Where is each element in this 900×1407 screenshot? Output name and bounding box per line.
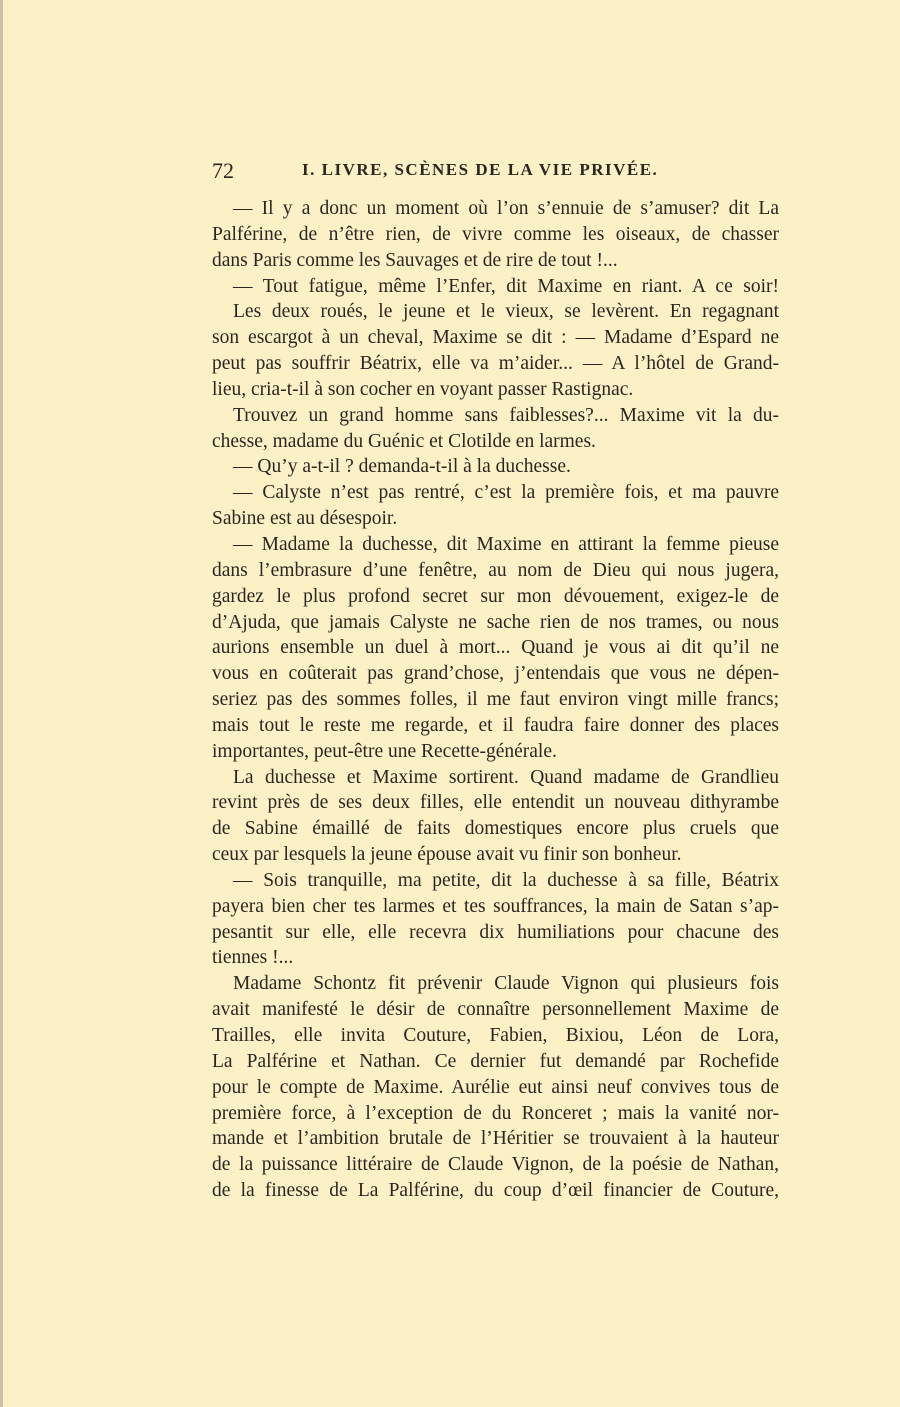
text-line: — Tout fatigue, même l’Enfer, dit Maxime en riant. A ce soir! bbox=[233, 275, 779, 297]
text-line: tiennes !... bbox=[212, 947, 294, 969]
page-number: 72 bbox=[212, 158, 234, 183]
text-line: son escargot à un cheval, Maxime se dit : — Madame d’Espard ne bbox=[212, 327, 779, 349]
text-line: de la finesse de La Palférine, du coup d’œil financier de Couture, bbox=[212, 1180, 779, 1202]
page-header bbox=[212, 158, 780, 184]
text-line: aurions ensemble un duel à mort... Quand je vous ai dit qu’il ne bbox=[212, 637, 779, 659]
text-line: dans l’embrasure d’une fenêtre, au nom de Dieu qui nous jugera, bbox=[212, 559, 779, 581]
text-line: vous en coûterait pas grand’chose, j’entendais que vous ne dépen- bbox=[212, 663, 779, 685]
text-line: pour le compte de Maxime. Aurélie eut ainsi neuf convives tous de bbox=[212, 1076, 779, 1098]
text-line: Palférine, de n’être rien, de vivre comme les oiseaux, de chasser bbox=[212, 223, 779, 245]
text-line: ceux par lesquels la jeune épouse avait vu finir son bonheur. bbox=[212, 844, 682, 866]
text-line: peut pas souffrir Béatrix, elle va m’aider... — A l’hôtel de Grand- bbox=[212, 353, 779, 375]
text-line: — Sois tranquille, ma petite, dit la duchesse à sa fille, Béatrix bbox=[233, 869, 779, 891]
text-line: — Il y a donc un moment où l’on s’ennuie de s’amuser? dit La bbox=[233, 198, 779, 219]
text-line: pesantit sur elle, elle recevra dix humiliations pour chacune des bbox=[212, 921, 779, 943]
text-line: Sabine est au désespoir. bbox=[212, 508, 398, 530]
text-line: Madame Schontz fit prévenir Claude Vignon qui plusieurs fois bbox=[233, 973, 779, 995]
text-line: avait manifesté le désir de connaître personnellement Maxime de bbox=[212, 999, 779, 1021]
text-line: revint près de ses deux filles, elle entendit un nouveau dithyrambe bbox=[212, 792, 779, 814]
text-line: Trouvez un grand homme sans faiblesses?... Maxime vit la du- bbox=[233, 404, 779, 426]
text-line: mais tout le reste me regarde, et il faudra faire donner des places bbox=[212, 714, 779, 736]
text-line: de la puissance littéraire de Claude Vignon, de la poésie de Nathan, bbox=[212, 1154, 779, 1176]
text-line: — Calyste n’est pas rentré, c’est la première fois, et ma pauvre bbox=[233, 482, 779, 504]
text-line: lieu, cria-t-il à son cocher en voyant passer Rastignac. bbox=[212, 378, 634, 400]
text-line: gardez le plus profond secret sur mon dévouement, exigez-le de bbox=[212, 585, 779, 607]
text-line: payera bien cher tes larmes et tes souffrances, la main de Satan s’ap- bbox=[212, 895, 779, 917]
text-line: mande et l’ambition brutale de l’Héritier se trouvaient à la hauteur bbox=[212, 1128, 779, 1150]
text-line: — Qu’y a-t-il ? demanda-t-il à la duchesse. bbox=[233, 456, 571, 478]
text-line: — Madame la duchesse, dit Maxime en attirant la femme pieuse bbox=[233, 533, 779, 555]
text-line: La Palférine et Nathan. Ce dernier fut demandé par Rochefide bbox=[212, 1050, 779, 1072]
text-line: Les deux roués, le jeune et le vieux, se levèrent. En regagnant bbox=[233, 301, 779, 323]
text-line: d’Ajuda, que jamais Calyste ne sache rien de nos trames, ou nous bbox=[212, 611, 779, 633]
scan-edge bbox=[0, 0, 3, 1407]
text-line: dans Paris comme les Sauvages et de rire de tout !... bbox=[212, 249, 618, 271]
text-line: importantes, peut-être une Recette-générale. bbox=[212, 740, 557, 762]
running-title: I. LIVRE, SCÈNES DE LA VIE PRIVÉE. bbox=[302, 160, 659, 179]
text-line: de Sabine émaillé de faits domestiques encore plus cruels que bbox=[212, 818, 779, 840]
text-line: chesse, madame du Guénic et Clotilde en larmes. bbox=[212, 430, 596, 452]
text-line: Trailles, elle invita Couture, Fabien, Bixiou, Léon de Lora, bbox=[212, 1025, 779, 1046]
text-line: La duchesse et Maxime sortirent. Quand madame de Grandlieu bbox=[233, 766, 779, 788]
text-line: seriez pas des sommes folles, il me faut environ vingt mille francs; bbox=[212, 689, 779, 711]
text-line: première force, à l’exception de du Ronceret ; mais la vanité nor- bbox=[212, 1102, 779, 1124]
page-body-text bbox=[212, 196, 779, 1204]
